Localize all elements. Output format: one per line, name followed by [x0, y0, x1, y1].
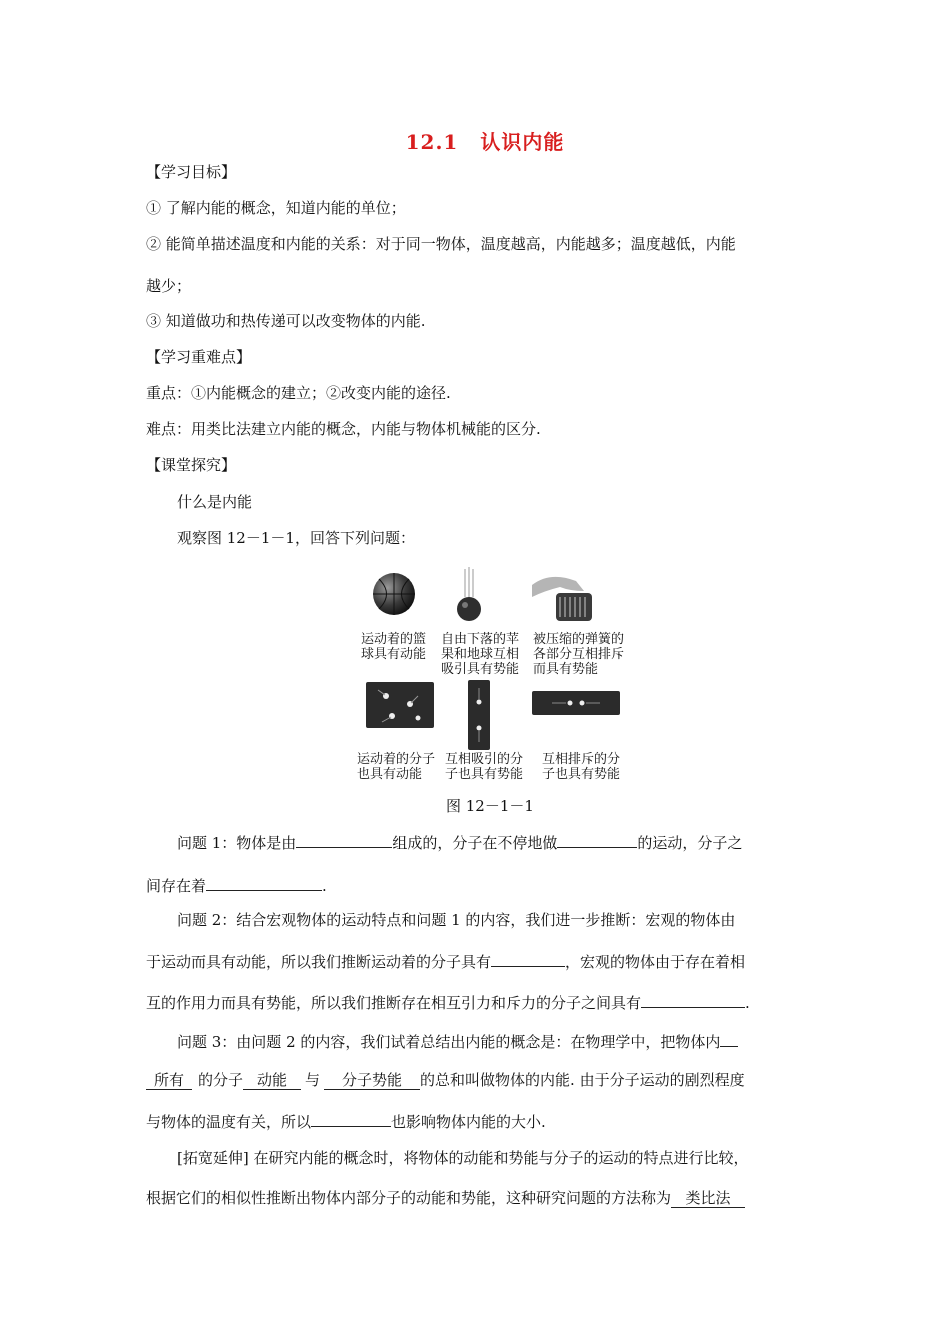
question-1-text-b: 组成的，分子在不停地做 — [392, 834, 558, 852]
goal-2-line-2: 越少； — [146, 277, 192, 295]
answer-filled-all[interactable]: 所有 — [146, 1071, 192, 1090]
caption-apple-line-1: 自由下落的苹 — [441, 632, 520, 647]
caption-basketball-line-1: 运动着的篮 — [361, 632, 427, 647]
question-3-text-e: 与物体的温度有关，所以 — [146, 1113, 312, 1131]
answer-filled-potential-energy[interactable]: 分子势能 — [324, 1071, 420, 1090]
answer-filled-kinetic-energy[interactable]: 动能 — [243, 1071, 301, 1090]
question-2-line-1: 问题 2：结合宏观物体的运动特点和问题 1 的内容，我们进一步推断：宏观的物体由 — [177, 911, 736, 929]
question-3-text-d: 的总和叫做物体的内能. 由于分子运动的剧烈程度 — [420, 1071, 745, 1089]
caption-attracting-molecules — [445, 752, 523, 782]
answer-blank-temperature[interactable] — [311, 1110, 391, 1127]
caption-spring — [533, 632, 624, 677]
question-3-text-b: 的分子 — [198, 1071, 244, 1089]
attracting-molecules-image — [468, 680, 490, 750]
caption-basketball — [361, 632, 426, 662]
question-3-text-a: 问题 3：由问题 2 的内容，我们试着总结出内能的概念是：在物理学中，把物体内 — [177, 1033, 721, 1051]
answer-blank-molecules[interactable] — [296, 831, 392, 848]
answer-blank-forces[interactable] — [206, 874, 322, 891]
caption-moving-molecules-line-1: 运动着的分子 — [357, 752, 436, 767]
answer-blank-all-start — [720, 1030, 738, 1047]
repelling-molecules-image — [532, 691, 620, 715]
caption-attracting-molecules-line-2: 子也具有势能 — [445, 767, 524, 782]
answer-filled-analogy-method[interactable]: 类比法 — [671, 1189, 745, 1208]
caption-spring-line-2: 各部分互相排斥 — [533, 647, 625, 662]
caption-repelling-molecules — [542, 752, 620, 782]
caption-moving-molecules — [357, 752, 435, 782]
question-2-line-2 — [146, 950, 745, 972]
key-point-2: 难点：用类比法建立内能的概念，内能与物体机械能的区分. — [146, 420, 541, 438]
caption-spring-line-1: 被压缩的弹簧的 — [533, 632, 625, 647]
question-1-line-2 — [146, 874, 327, 896]
caption-basketball-line-2: 球具有动能 — [361, 647, 427, 662]
answer-blank-molecular-potential-energy[interactable] — [641, 991, 745, 1008]
goal-3: ③ 知道做功和热传递可以改变物体的内能. — [146, 312, 426, 330]
caption-repelling-molecules-line-1: 互相排斥的分 — [542, 752, 621, 767]
compressed-spring-image — [530, 567, 600, 627]
question-1-text-c: 的运动，分子之 — [637, 834, 743, 852]
question-2-text-b: 于运动而具有动能，所以我们推断运动着的分子具有 — [146, 953, 492, 971]
question-3-line-2 — [146, 1070, 745, 1090]
goal-2-line-1: ② 能简单描述温度和内能的关系：对于同一物体，温度越高，内能越多；温度越低，内能 — [146, 235, 736, 253]
figure-12-1-1 — [350, 565, 640, 785]
falling-apple-image — [454, 567, 484, 625]
question-2-line-3 — [146, 991, 750, 1013]
caption-repelling-molecules-line-2: 子也具有势能 — [542, 767, 621, 782]
question-3-text-f: 也影响物体内能的大小. — [391, 1113, 546, 1131]
moving-molecules-image — [366, 682, 434, 728]
caption-moving-molecules-line-2: 也具有动能 — [357, 767, 423, 782]
question-2-text-e: . — [745, 994, 750, 1012]
question-2-text-c: ，宏观的物体由于存在着相 — [565, 953, 746, 971]
extension-text-b: 根据它们的相似性推断出物体内部分子的动能和势能，这种研究问题的方法称为 — [146, 1189, 672, 1207]
caption-apple — [441, 632, 519, 677]
question-3-line-3 — [146, 1110, 546, 1132]
figure-caption: 图 12－1－1 — [446, 797, 534, 815]
section-heading-key-points: 【学习重难点】 — [146, 348, 252, 366]
question-1-text-e: . — [322, 877, 327, 895]
key-point-1: 重点：①内能概念的建立；②改变内能的途径. — [146, 384, 451, 402]
explore-title: 什么是内能 — [177, 493, 253, 511]
extension-line-1: [拓宽延伸] 在研究内能的概念时，将物体的动能和势能与分子的运动的特点进行比较， — [177, 1149, 749, 1167]
title-text: 认识内能 — [480, 130, 565, 154]
section-heading-goals: 【学习目标】 — [146, 163, 237, 181]
answer-blank-motion[interactable] — [557, 831, 637, 848]
caption-spring-line-3: 而具有势能 — [533, 662, 599, 677]
caption-apple-line-3: 吸引具有势能 — [441, 662, 520, 677]
basketball-image — [371, 571, 417, 617]
question-3-text-c: 与 — [305, 1071, 321, 1089]
question-1-text-a: 问题 1：物体是由 — [177, 834, 297, 852]
question-2-text-d: 互的作用力而具有势能，所以我们推断存在相互引力和斥力的分子之间具有 — [146, 994, 642, 1012]
caption-apple-line-2: 果和地球互相 — [441, 647, 520, 662]
question-3-line-1 — [177, 1030, 738, 1052]
page-title — [0, 126, 950, 155]
goal-1: ① 了解内能的概念，知道内能的单位； — [146, 199, 406, 217]
question-1-text-d: 间存在着 — [146, 877, 207, 895]
section-heading-explore: 【课堂探究】 — [146, 456, 237, 474]
observe-instruction: 观察图 12－1－1，回答下列问题： — [177, 529, 415, 547]
question-1-line-1 — [177, 831, 742, 853]
title-number: 12.1 — [405, 130, 459, 154]
caption-attracting-molecules-line-1: 互相吸引的分 — [445, 752, 524, 767]
extension-line-2 — [146, 1188, 745, 1208]
answer-blank-molecular-kinetic-energy[interactable] — [491, 950, 565, 967]
